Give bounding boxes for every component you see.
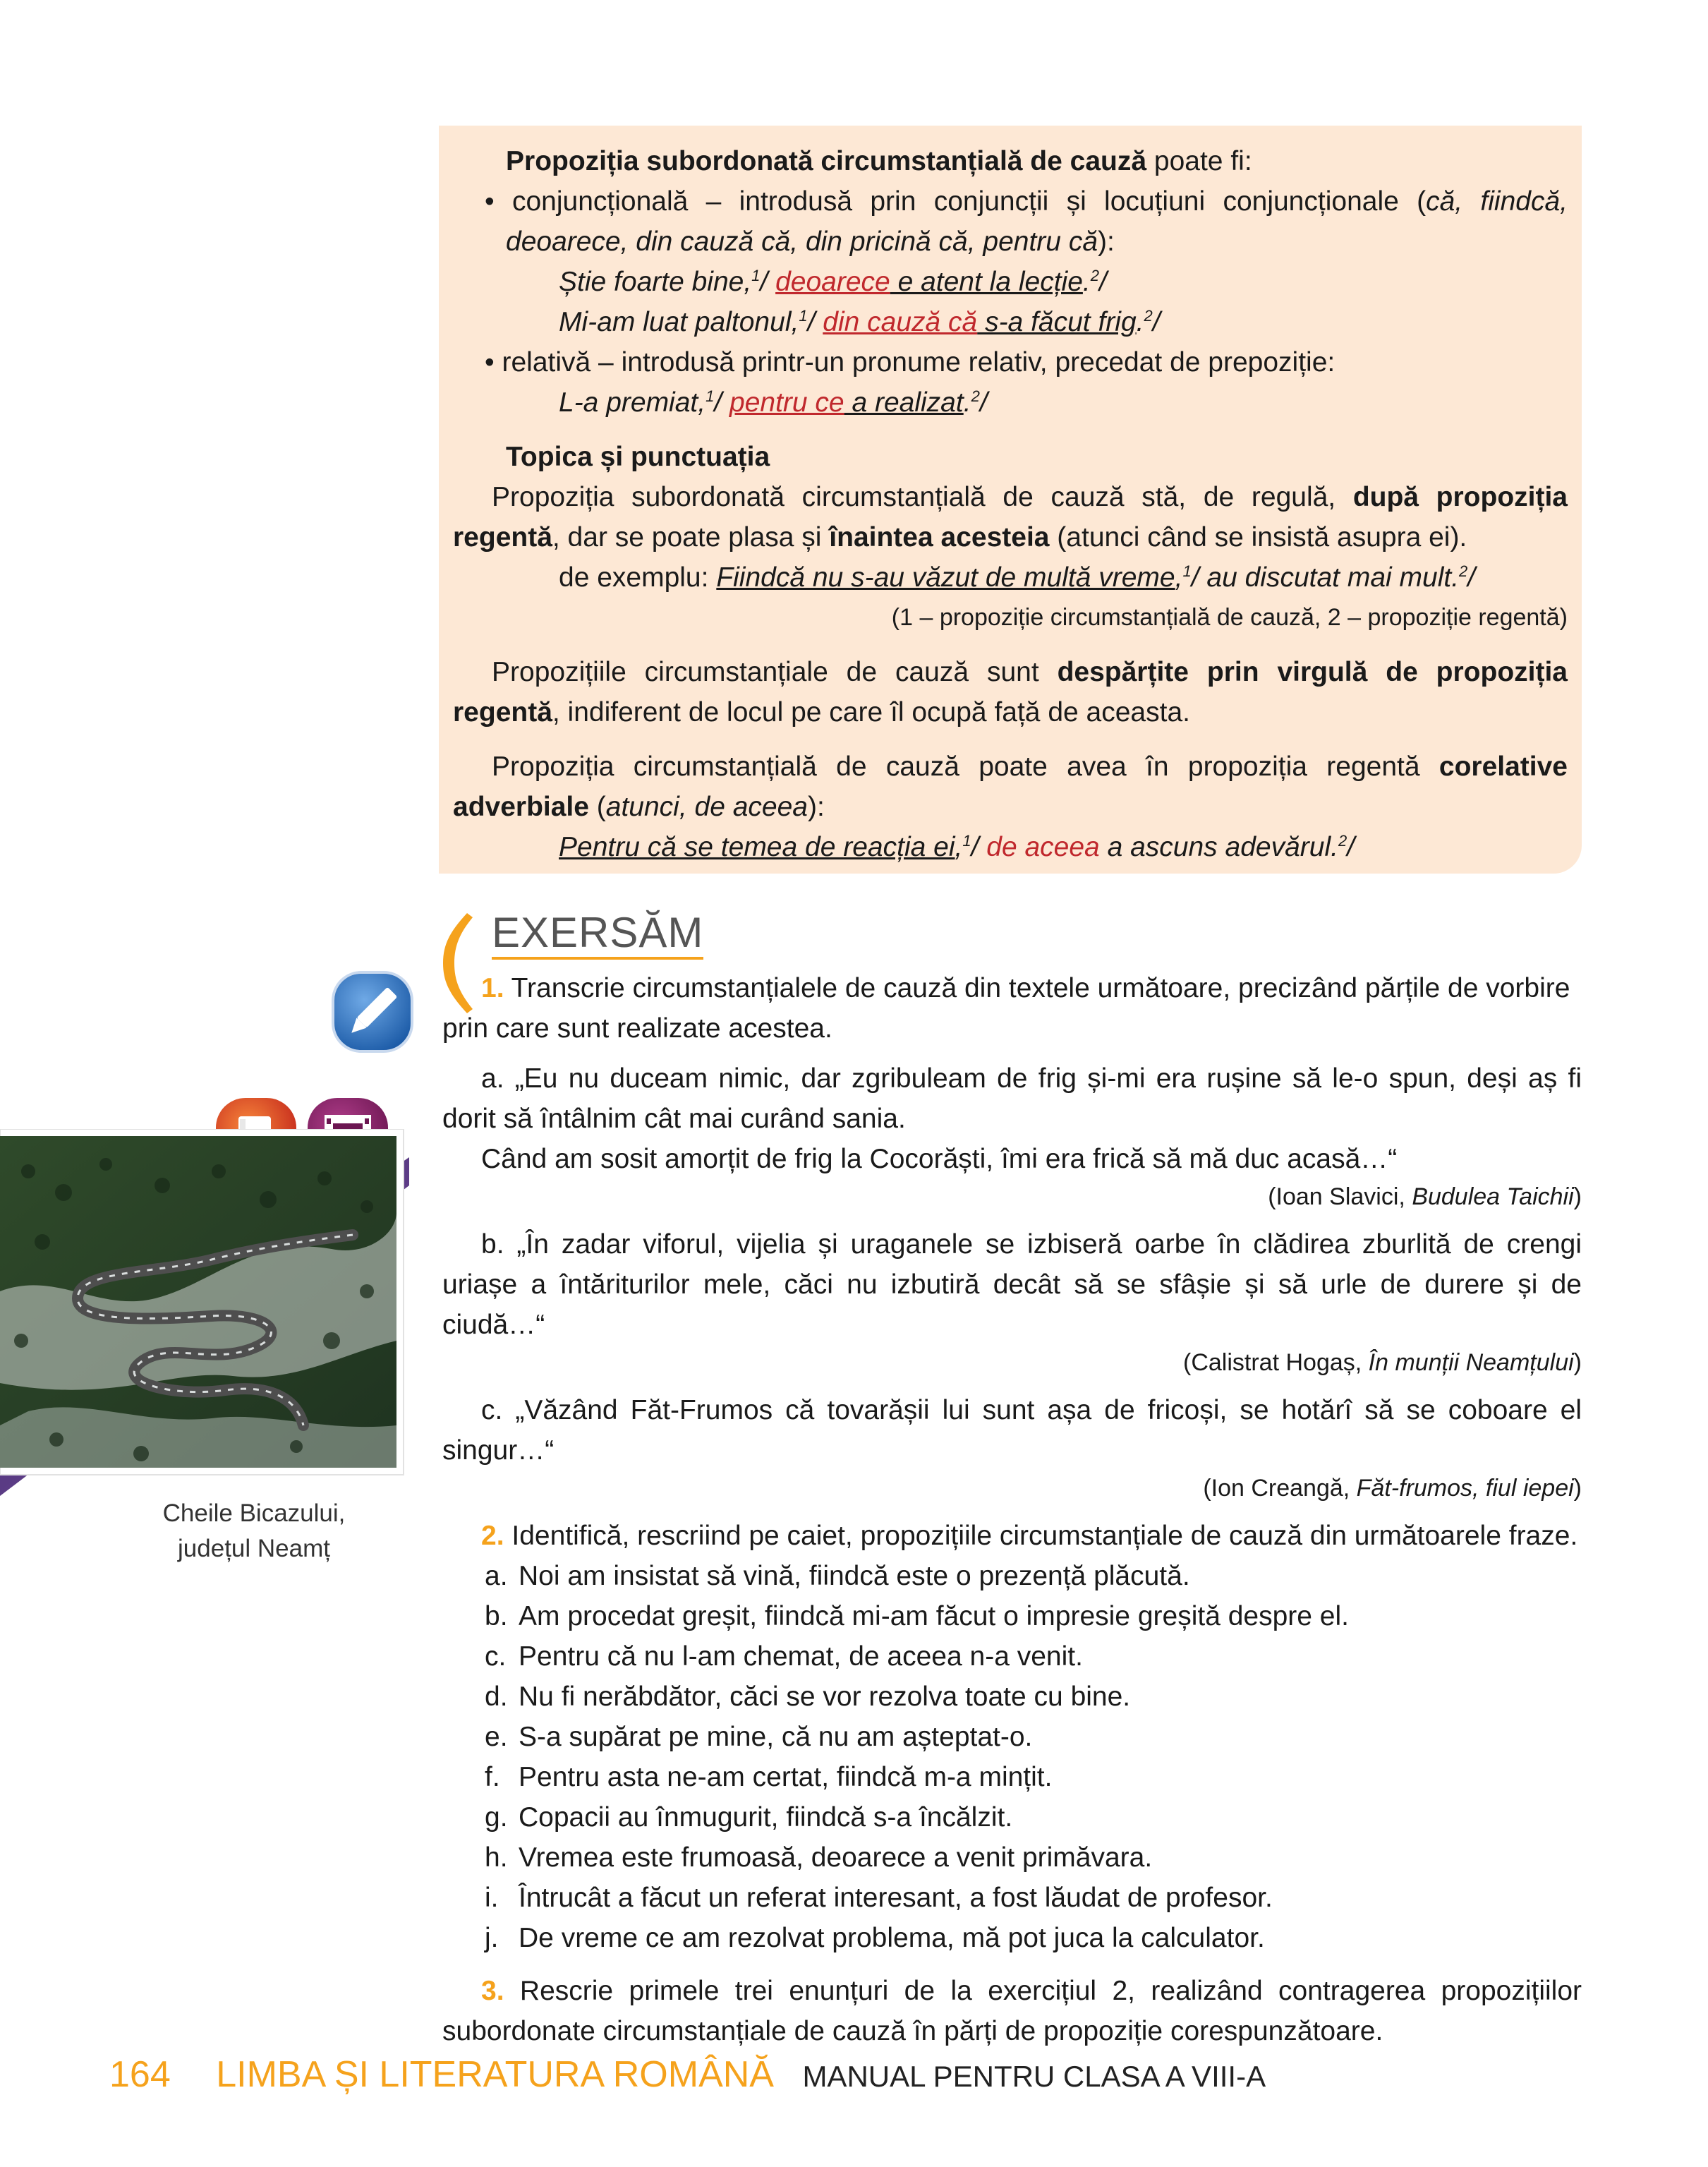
page-number: 164	[109, 2054, 171, 2095]
list-item-text: Copacii au înmugurit, fiindcă s-a încălzit.	[519, 1802, 1013, 1833]
correlative-example: Pentru că se temea de reacția ei,$^1$/ de aceea a ascuns adevărul.$^2$/	[559, 832, 1355, 862]
list-item-text: Pentru asta ne-am certat, fiindcă m-a mințit.	[519, 1762, 1053, 1792]
list-item-letter: c.	[485, 1641, 507, 1672]
list-item-text: De vreme ce am rezolvat problema, mă pot juca la calculator.	[519, 1923, 1265, 1953]
list-item	[442, 1677, 1582, 1717]
exercise-1-citation-a: (Ioan Slavici, Budulea Taichii)	[1268, 1183, 1582, 1210]
list-item	[442, 1596, 1582, 1636]
list-item-letter: e.	[485, 1722, 508, 1752]
theory-bullet-conjunctional: • conjuncțională – introdusă prin conjuncții și locuțiuni conjuncționale (că, fiindcă, deoarece, din cauză că, din pricină că, pentru că):	[485, 186, 1568, 257]
footer-subject: LIMBA ȘI LITERATURA ROMÂNĂ	[216, 2054, 774, 2095]
footer-manual: MANUAL PENTRU CLASA A VIII-A	[802, 2060, 1266, 2093]
list-item	[442, 1918, 1582, 1958]
list-item-text: Am procedat greșit, fiindcă mi-am făcut o impresie greșită despre el.	[519, 1601, 1349, 1631]
list-item-letter: d.	[485, 1682, 508, 1712]
list-item	[442, 1636, 1582, 1677]
list-item-text: Noi am insistat să vină, fiindcă este o prezență plăcută.	[519, 1561, 1190, 1591]
theory-example-3: L-a premiat,$^1$/ pentru ce a realizat.$^2$/	[559, 387, 988, 418]
exercise-1-text-c: c. „Văzând Făt-Frumos că tovarășii lui sunt așa de fricoși, se hotărî să se coboare el singur…“	[442, 1395, 1582, 1466]
list-item	[442, 1797, 1582, 1837]
list-item-letter: f.	[485, 1762, 500, 1792]
caption-line-2: județul Neamț	[178, 1535, 330, 1562]
exercise-1-citation-b: (Calistrat Hogaș, În munții Neamțului)	[1183, 1349, 1582, 1376]
topica-paragraph: Propoziția subordonată circumstanțială de cauză stă, de regulă, după propoziția regentă, dar se poate plasa și înaintea acesteia (atunci când se insistă asupra ei).	[453, 482, 1568, 553]
list-item-text: Nu fi nerăbdător, căci se vor rezolva toate cu bine.	[519, 1682, 1131, 1712]
topica-example: de exemplu: Fiindcă nu s-au văzut de multă vreme,$^1$/ au discutat mai mult.$^2$/	[559, 562, 1476, 593]
list-item-letter: i.	[485, 1883, 499, 1913]
list-item-text: Vremea este frumoasă, deoarece a venit primăvara.	[519, 1842, 1153, 1873]
exercises	[442, 968, 1582, 2051]
list-item-letter: b.	[485, 1601, 508, 1631]
exercise-1-text-a: a. „Eu nu duceam nimic, dar zgribuleam de frig și-mi era rușine să le-o spun, deși aș fi dorit să întâlnim cât mai curând sania.	[442, 1063, 1582, 1134]
caption-line-1: Cheile Bicazului,	[162, 1499, 346, 1527]
exercise-3-prompt: 3. Rescrie primele trei enunțuri de la exercițiul 2, realizând contragerea propozițiilor subordonate circumstanțiale de cauză în părți de propoziție corespunzătoare.	[442, 1976, 1582, 2046]
theory-box	[439, 126, 1582, 874]
list-item-letter: g.	[485, 1802, 508, 1833]
pencil-icon	[329, 968, 416, 1056]
exercise-1-text-b: b. „În zadar viforul, vijelia și uraganele se izbiseră oarbe în clădirea zburlită de crengi uriașe a întăriturilor mele, căci nu izbutiră decât să se sfâșie și să urle de durere și de ciudă…“	[442, 1229, 1582, 1340]
list-item-text: S-a supărat pe mine, că nu am așteptat-o.	[519, 1722, 1033, 1752]
page-footer	[109, 2046, 1266, 2103]
section-title: EXERSĂM	[492, 910, 703, 960]
list-item	[442, 1757, 1582, 1797]
punctuation-paragraph: Propozițiile circumstanțiale de cauză sunt despărțite prin virgulă de propoziția regentă, indiferent de locul pe care îl ocupă față de aceasta.	[453, 657, 1568, 728]
topica-legend: (1 – propoziție circumstanțială de cauză, 2 – propoziție regentă)	[891, 604, 1568, 631]
list-item-text: Întrucât a făcut un referat interesant, a fost lăudat de profesor.	[519, 1883, 1273, 1913]
theory-bullet-relative: • relativă – introdusă printr-un pronume relativ, precedat de prepoziție:	[485, 347, 1335, 378]
photo-caption	[141, 1496, 367, 1567]
exercise-2-prompt: 2. Identifică, rescriind pe caiet, propozițiile circumstanțiale de cauză din următoarele fraze.	[481, 1521, 1578, 1551]
exercise-2-list	[442, 1556, 1582, 1958]
exercise-1-prompt: 1. Transcrie circumstanțialele de cauză din textele următoare, precizând părțile de vorbire prin care sunt realizate acestea.	[442, 973, 1570, 1044]
list-item-letter: h.	[485, 1842, 508, 1873]
correlative-paragraph: Propoziția circumstanțială de cauză poate avea în propoziția regentă corelative adverbiale (atunci, de aceea):	[453, 751, 1568, 822]
list-item-text: Pentru că nu l-am chemat, de aceea n-a venit.	[519, 1641, 1083, 1672]
list-item	[442, 1837, 1582, 1878]
exercise-1-text-a-2: Când am sosit amorțit de frig la Cocorăști, îmi era frică să mă duc acasă…“	[481, 1144, 1398, 1174]
theory-intro: Propoziția subordonată circumstanțială de cauză poate fi:	[506, 146, 1252, 176]
list-item	[442, 1717, 1582, 1757]
list-item-letter: j.	[485, 1923, 499, 1953]
list-item	[442, 1878, 1582, 1918]
list-item-letter: a.	[485, 1561, 508, 1591]
list-item	[442, 1556, 1582, 1596]
topica-title: Topica și punctuația	[506, 442, 770, 472]
theory-example-2: Mi-am luat paltonul,$^1$/ din cauză că s-a făcut frig.$^2$/	[559, 307, 1161, 337]
exercise-1-citation-c: (Ion Creangă, Făt-frumos, fiul iepei)	[1203, 1475, 1582, 1502]
photo-cheile-bicazului	[0, 1129, 409, 1496]
theory-example-1: Știe foarte bine,$^1$/ deoarece e atent la lecție.$^2$/	[559, 267, 1107, 297]
